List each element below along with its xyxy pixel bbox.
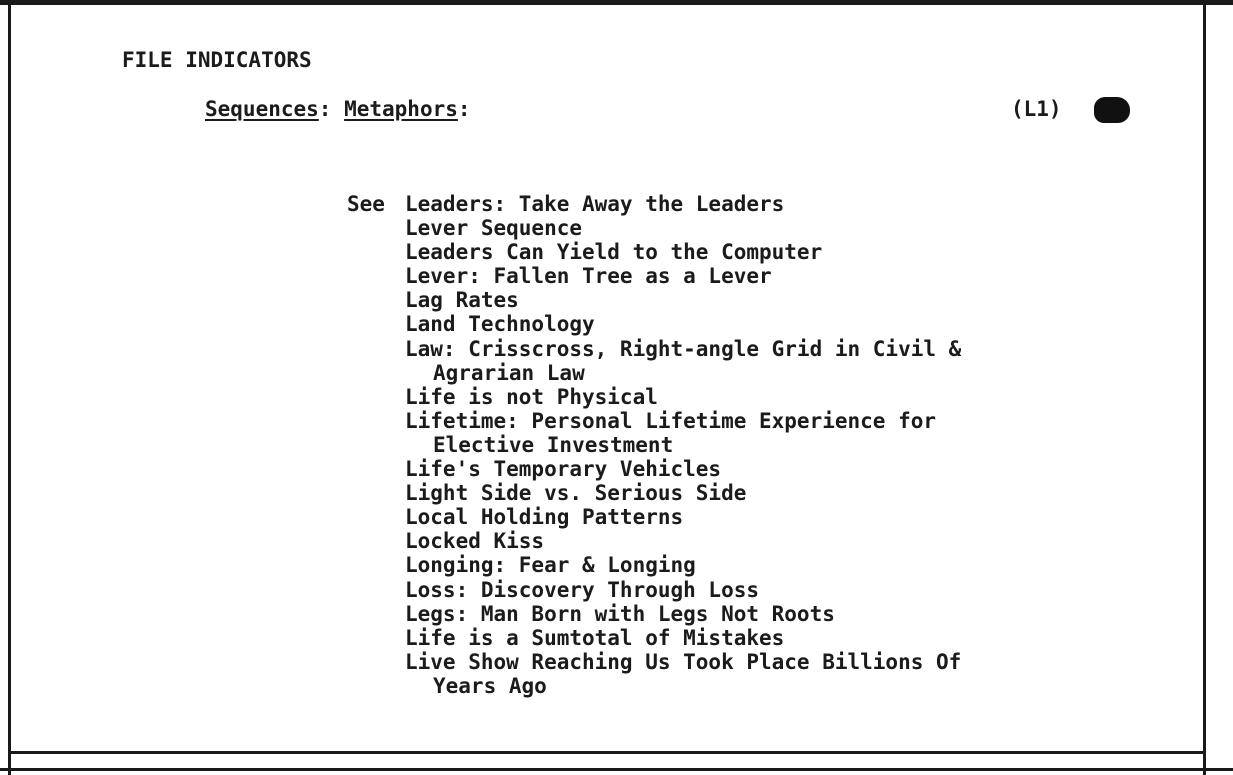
index-entry: Lever Sequence <box>405 216 583 241</box>
frame-right-border <box>1203 0 1206 775</box>
document-title: FILE INDICATORS <box>122 48 312 72</box>
index-entry: Lifetime: Personal Lifetime Experience for <box>405 408 937 433</box>
index-entry: Land Technology <box>405 312 595 337</box>
index-entry-continuation: Agrarian Law <box>433 360 585 385</box>
index-entry: Life's Temporary Vehicles <box>405 457 722 482</box>
index-entry-list <box>405 192 961 698</box>
frame-top-border <box>0 0 1233 5</box>
index-entry: Leaders: Take Away the Leaders <box>405 192 785 216</box>
frame-bottom-edge <box>0 768 1233 771</box>
see-label: See <box>347 192 385 216</box>
index-entry: Light Side vs. Serious Side <box>405 481 747 506</box>
subheading <box>205 97 471 121</box>
index-entry: Live Show Reaching Us Took Place Billions Of <box>405 649 962 674</box>
index-entry: Law: Crisscross, Right-angle Grid in Civil & <box>405 336 962 361</box>
index-entry: Legs: Man Born with Legs Not Roots <box>405 601 835 626</box>
page-code: (L1) <box>1011 97 1062 121</box>
index-entry-continuation: Years Ago <box>433 673 547 698</box>
index-entry: Lever: Fallen Tree as a Lever <box>405 264 772 289</box>
index-entry: Longing: Fear & Longing <box>405 553 696 578</box>
index-entry-continuation: Elective Investment <box>433 432 674 457</box>
index-entry: Local Holding Patterns <box>405 505 684 530</box>
metaphors-colon: : <box>457 97 471 121</box>
ink-blot-mark <box>1094 97 1130 123</box>
frame-left-border <box>8 0 11 775</box>
index-entry: Life is a Sumtotal of Mistakes <box>405 625 785 650</box>
index-entry: Leaders Can Yield to the Computer <box>405 240 823 265</box>
sequences-heading: Sequences <box>205 97 319 121</box>
index-entry: Loss: Discovery Through Loss <box>405 577 760 602</box>
metaphors-heading: Metaphors <box>344 97 458 121</box>
index-entry: Locked Kiss <box>405 529 545 554</box>
sequences-colon: : <box>318 97 345 121</box>
frame-bottom-border <box>8 751 1206 754</box>
index-entry: Life is not Physical <box>405 384 658 409</box>
index-entry: Lag Rates <box>405 288 519 313</box>
